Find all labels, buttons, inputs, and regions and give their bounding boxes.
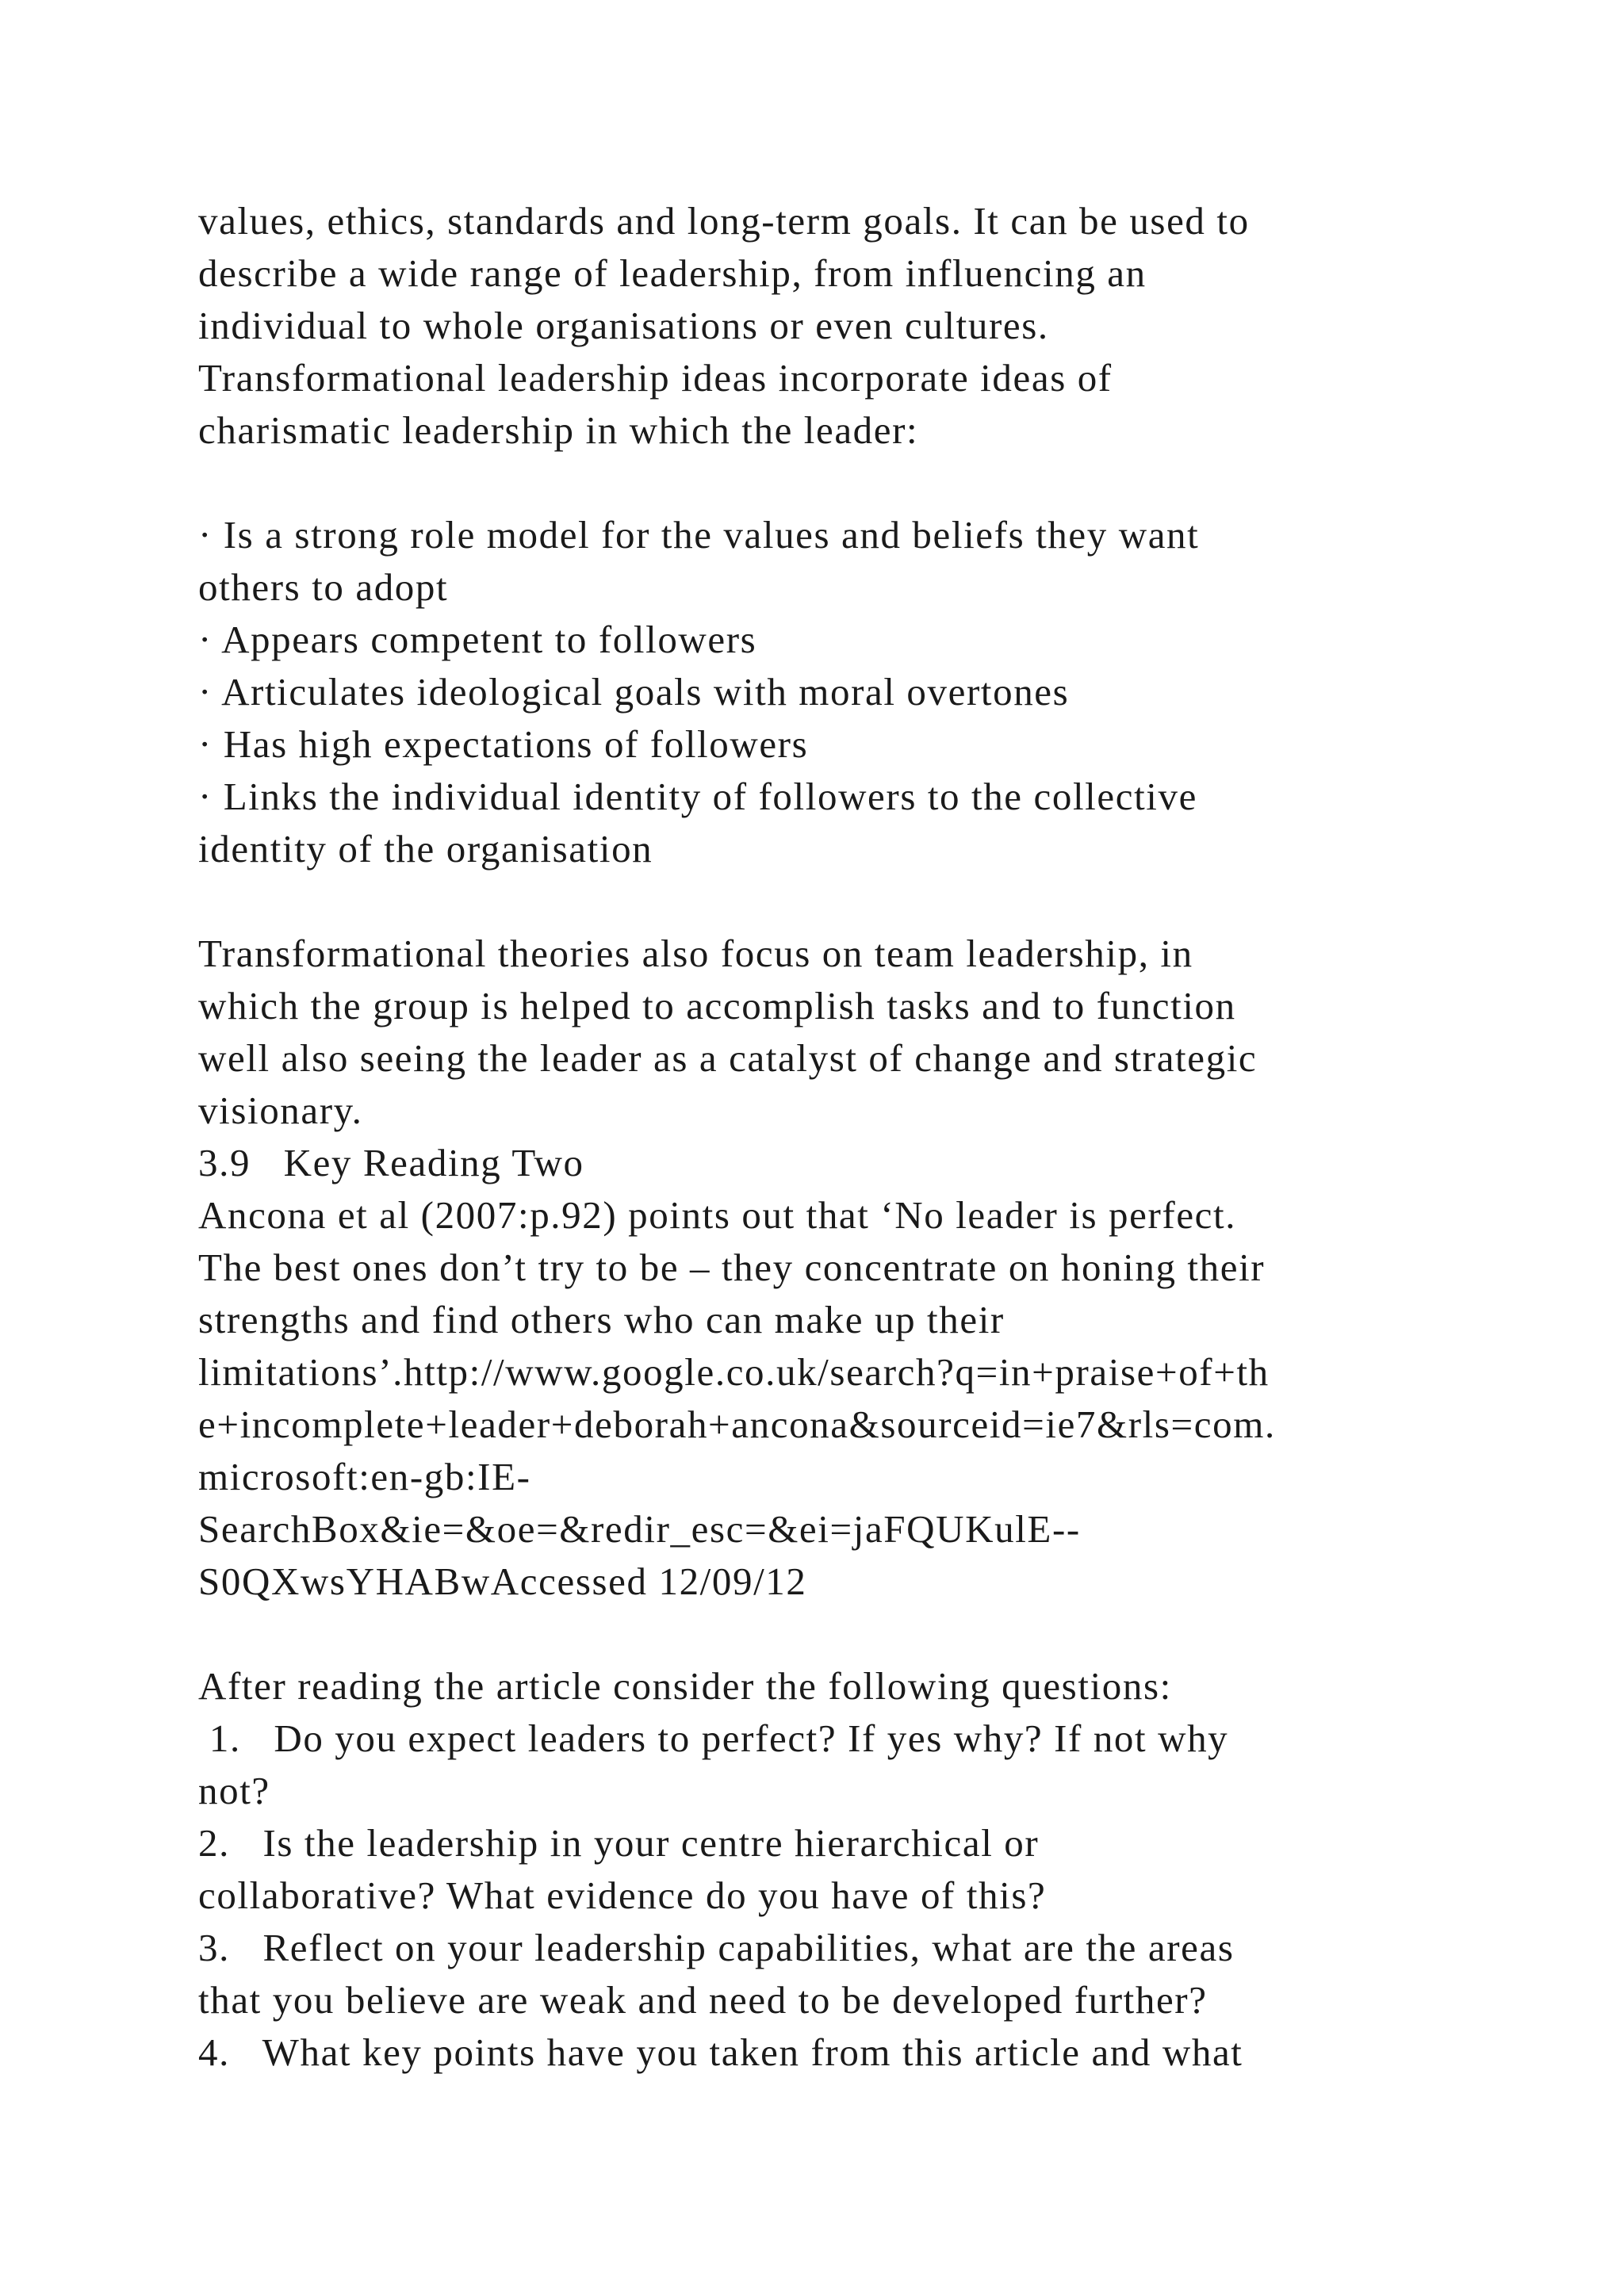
reading-paragraph-line: strengths and find others who can make up their	[198, 1298, 1005, 1341]
question-line: 1. Do you expect leaders to perfect? If yes why? If not why	[198, 1716, 1229, 1760]
question-line: not?	[198, 1769, 270, 1812]
document-body	[198, 195, 1467, 2079]
team-paragraph-line: visionary.	[198, 1089, 363, 1132]
reading-paragraph-line: microsoft:en-gb:IE-	[198, 1455, 531, 1498]
team-paragraph-line: well also seeing the leader as a catalyst of change and strategic	[198, 1036, 1258, 1080]
question-line: collaborative? What evidence do you have of this?	[198, 1873, 1047, 1917]
reading-paragraph-line: limitations’.http://www.google.co.uk/search?q=in+praise+of+th	[198, 1350, 1270, 1394]
intro-line: values, ethics, standards and long-term goals. It can be used to	[198, 199, 1250, 243]
section-heading: 3.9 Key Reading Two	[198, 1141, 584, 1184]
question-line: 4. What key points have you taken from this article and what	[198, 2030, 1243, 2074]
reading-paragraph-line: SearchBox&ie=&oe=&redir_esc=&ei=jaFQUKulE--	[198, 1507, 1081, 1551]
bullet-line: · Articulates ideological goals with moral overtones	[198, 670, 1070, 714]
bullet-line: others to adopt	[198, 565, 449, 609]
intro-line: individual to whole organisations or even cultures.	[198, 304, 1049, 347]
reading-paragraph-line: Ancona et al (2007:p.92) points out that ‘No leader is perfect.	[198, 1193, 1237, 1237]
reading-paragraph-line: e+incomplete+leader+deborah+ancona&sourceid=ie7&rls=com.	[198, 1402, 1276, 1446]
bullet-line: · Links the individual identity of followers to the collective	[198, 775, 1197, 818]
questions-intro: After reading the article consider the following questions:	[198, 1664, 1172, 1708]
team-paragraph-line: Transformational theories also focus on team leadership, in	[198, 932, 1193, 975]
paragraph-spacer	[198, 1608, 1467, 1660]
bullet-line: · Appears competent to followers	[198, 618, 757, 661]
question-line: that you believe are weak and need to be developed further?	[198, 1978, 1208, 2022]
paragraph-spacer	[198, 457, 1467, 509]
question-line: 2. Is the leadership in your centre hierarchical or	[198, 1821, 1040, 1865]
reading-paragraph-line: S0QXwsYHABwAccessed 12/09/12	[198, 1559, 807, 1603]
bullet-line: · Is a strong role model for the values and beliefs they want	[198, 513, 1200, 557]
reading-paragraph-line: The best ones don’t try to be – they concentrate on honing their	[198, 1246, 1266, 1289]
team-paragraph-line: which the group is helped to accomplish tasks and to function	[198, 984, 1236, 1027]
bullet-line: identity of the organisation	[198, 827, 653, 871]
intro-line: describe a wide range of leadership, from influencing an	[198, 251, 1147, 295]
bullet-line: · Has high expectations of followers	[198, 722, 809, 766]
paragraph-spacer	[198, 875, 1467, 928]
intro-line: charismatic leadership in which the leader:	[198, 408, 919, 452]
question-line: 3. Reflect on your leadership capabilities, what are the areas	[198, 1926, 1235, 1969]
intro-line: Transformational leadership ideas incorporate ideas of	[198, 356, 1113, 400]
